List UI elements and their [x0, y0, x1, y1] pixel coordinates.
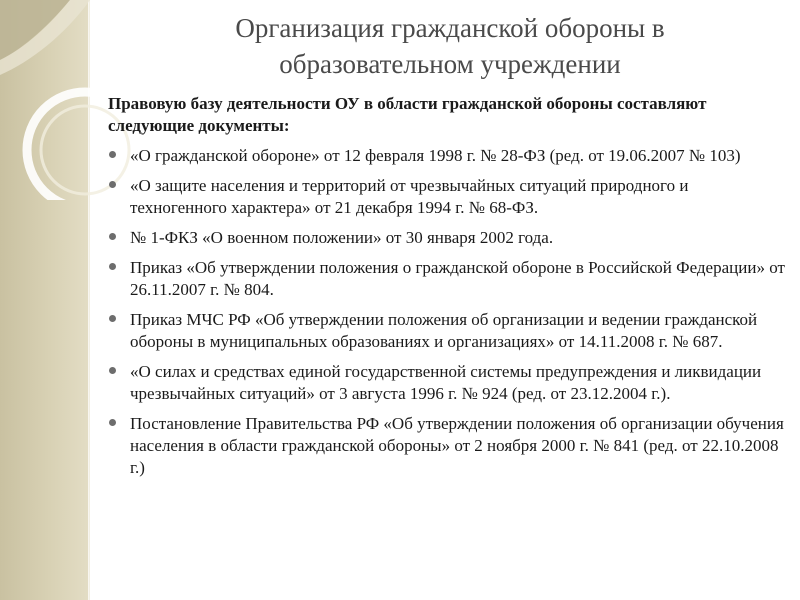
intro-text: Правовую базу деятельности ОУ в области гражданской обороны составляют следующие документы: [108, 94, 707, 135]
bullet-icon [109, 315, 116, 322]
title-line-1: Организация гражданской обороны в [235, 13, 665, 43]
bullet-icon [109, 151, 116, 158]
list-item-text: Постановление Правительства РФ «Об утверждении положения об организации обучения населения в области гражданской обороны» от 2 ноября 2000 г. № 841 (ред. от 22.10.2008 г.) [130, 414, 784, 477]
list-item [108, 227, 788, 249]
bullet-icon [109, 181, 116, 188]
list-item [108, 145, 788, 167]
list-item-text: Приказ МЧС РФ «Об утверждении положения об организации и ведении гражданской обороны в муниципальных образованиях и организациях» от 14.11.2008 г. № 687. [130, 310, 758, 351]
list-item [108, 309, 788, 353]
list-item-text: Приказ «Об утверждении положения о гражданской обороне в Российской Федерации» от 26.11.2007 г. № 804. [130, 258, 785, 299]
bullet-icon [109, 263, 116, 270]
slide-title [100, 10, 800, 82]
slide-body [108, 93, 788, 487]
documents-list [108, 145, 788, 479]
list-item-text: «О силах и средствах единой государственной системы предупреждения и ликвидации чрезвычайных ситуаций» от 3 августа 1996 г. № 924 (ред. от 23.12.2004 г.). [130, 362, 762, 403]
list-item [108, 361, 788, 405]
list-item-text: «О защите населения и территорий от чрезвычайных ситуаций природного и техногенного характера» от 21 декабря 1994 г. № 68-ФЗ. [130, 176, 689, 217]
bullet-icon [109, 367, 116, 374]
list-item-text: № 1-ФКЗ «О военном положении» от 30 января 2002 года. [130, 228, 554, 247]
bullet-icon [109, 233, 116, 240]
list-item [108, 413, 788, 479]
list-item [108, 175, 788, 219]
list-item [108, 257, 788, 301]
title-line-2: образовательном учреждении [279, 49, 621, 79]
list-item-text: «О гражданской обороне» от 12 февраля 1998 г. № 28-ФЗ (ред. от 19.06.2007 № 103) [130, 146, 741, 165]
bullet-icon [109, 419, 116, 426]
